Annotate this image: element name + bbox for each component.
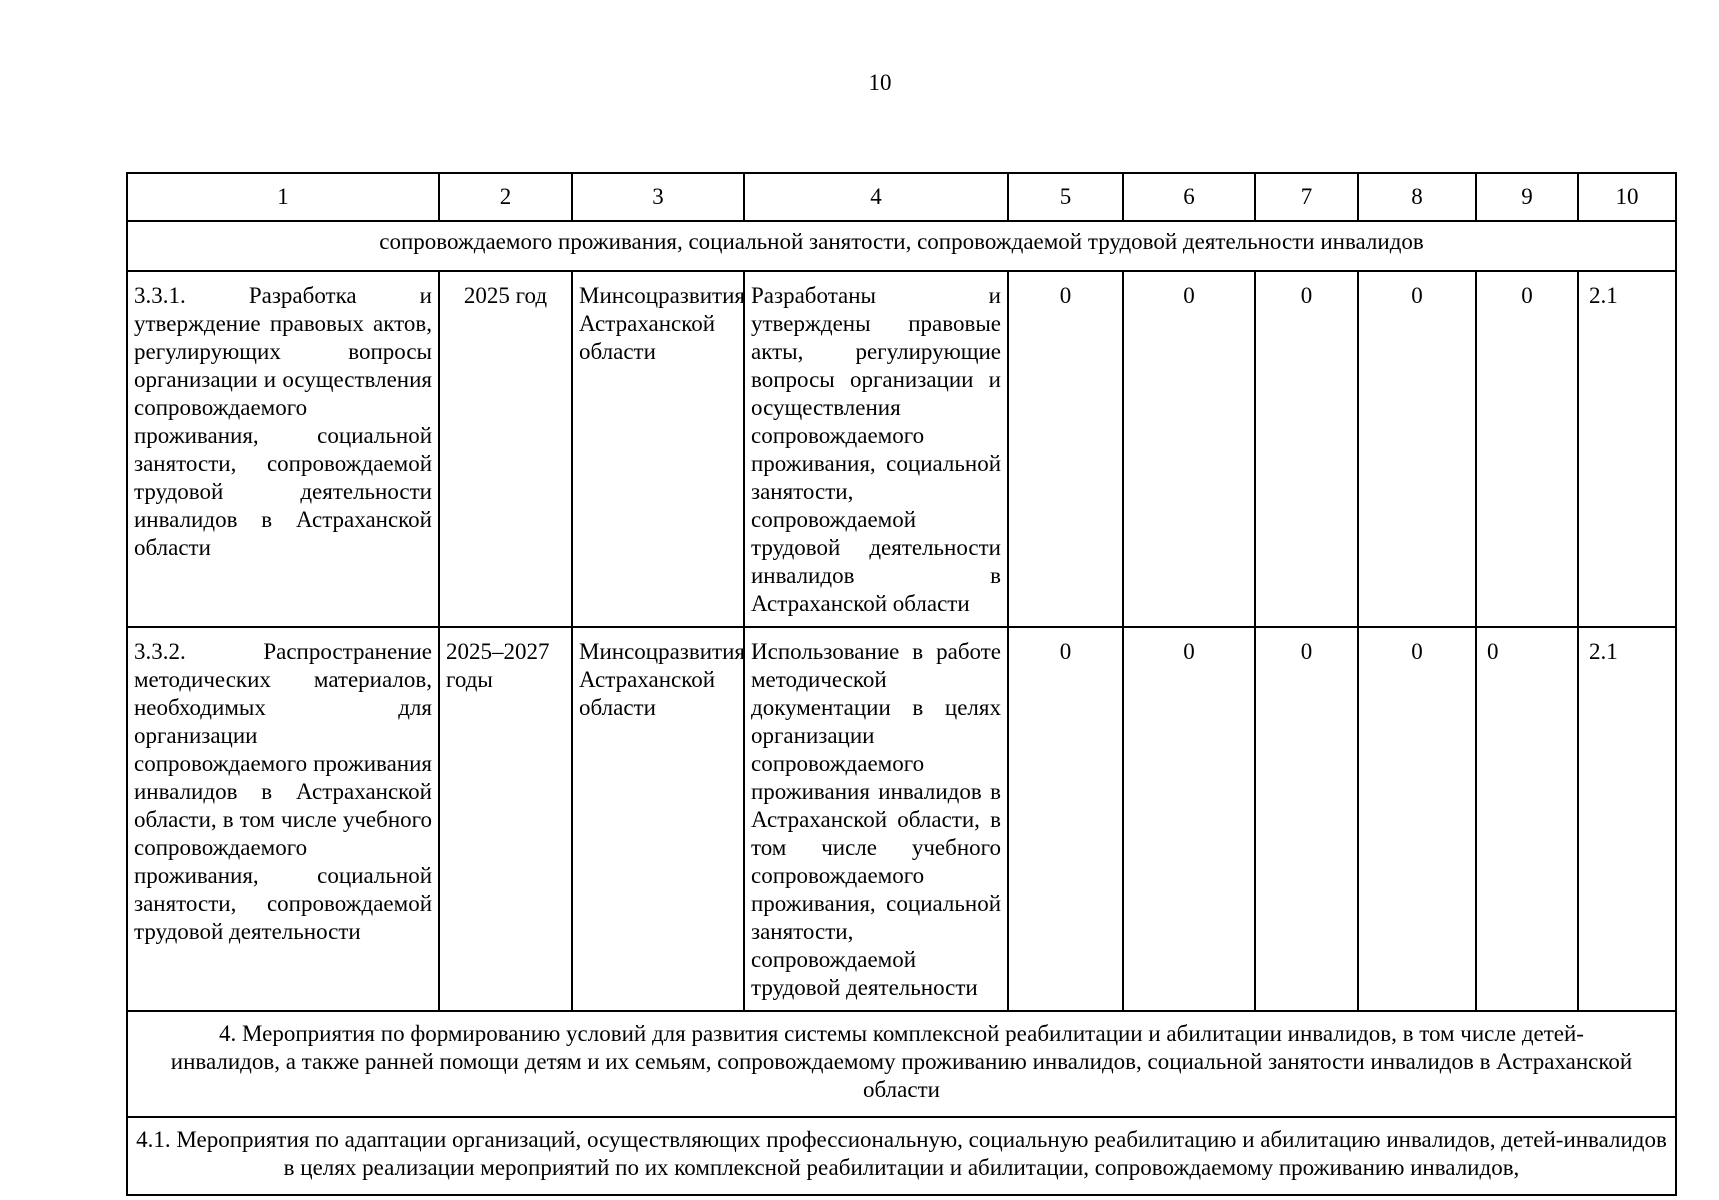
section-continuation-title: сопровождаемого проживания, социальной занятости, сопровождаемой трудовой деятельности инвалидов	[127, 221, 1676, 271]
column-number: 9	[1476, 173, 1578, 221]
section-4-1-title: 4.1. Мероприятия по адаптации организаций, осуществляющих профессиональную, социальную реабилитацию и абилитацию инвалидов, детей-инвалидов в целях реализации мероприятий по их комплексной реабилитации и абилитации, сопровождаемому проживанию инвалидов,	[127, 1117, 1676, 1195]
column-number: 5	[1008, 173, 1123, 221]
column-number: 1	[127, 173, 439, 221]
result-cell: Использование в работе методической документации в целях организации сопровождаемого проживания инвалидов в Астраханской области, в том числе учебного сопровождаемого проживания, социальной занятости, сопровождаемой трудовой деятельности	[744, 627, 1008, 1011]
section-4-title: 4. Мероприятия по формированию условий для развития системы комплексной реабилитации и абилитации инвалидов, в том числе детей-инвалидов, а также ранней помощи детям и их семьям, сопровождаемому проживанию инвалидов, социальной занятости инвалидов в Астраханской области	[127, 1011, 1676, 1117]
result-cell: Разработаны и утверждены правовые акты, регулирующие вопросы организации и осуществления сопровождаемого проживания, социальной занятости, сопровождаемой трудовой деятельности инвалидов в Астраханской области	[744, 271, 1008, 627]
section-4-row	[127, 1011, 1676, 1117]
column-number: 4	[744, 173, 1008, 221]
section-continuation-row	[127, 221, 1676, 271]
activity-cell: 3.3.2. Распространение методических материалов, необходимых для организации сопровождаемого проживания инвалидов в Астраханской области, в том числе учебного сопровождаемого проживания, социальной занятости, сопровождаемой трудовой деятельности	[127, 627, 439, 1011]
column-number: 6	[1123, 173, 1255, 221]
value-cell-9: 0	[1476, 627, 1578, 1011]
column-number: 10	[1578, 173, 1676, 221]
column-number: 7	[1255, 173, 1358, 221]
program-table	[126, 172, 1677, 1196]
value-cell-6: 0	[1123, 271, 1255, 627]
table-row	[127, 271, 1676, 627]
section-4-1-row	[127, 1117, 1676, 1195]
value-cell-5: 0	[1008, 271, 1123, 627]
column-number-row	[127, 173, 1676, 221]
column-number: 8	[1358, 173, 1476, 221]
value-cell-5: 0	[1008, 627, 1123, 1011]
period-cell: 2025 год	[439, 271, 572, 627]
value-cell-8: 0	[1358, 627, 1476, 1011]
page-number: 10	[868, 70, 892, 95]
period-cell: 2025–2027 годы	[439, 627, 572, 1011]
column-number: 2	[439, 173, 572, 221]
value-cell-7: 0	[1255, 271, 1358, 627]
executor-cell: Минсоцразвития Астраханской области	[572, 271, 744, 627]
value-cell-9: 0	[1476, 271, 1578, 627]
activity-cell: 3.3.1. Разработка и утверждение правовых актов, регулирующих вопросы организации и осуществления сопровождаемого проживания, социальной занятости, сопровождаемой трудовой деятельности инвалидов в Астраханской области	[127, 271, 439, 627]
value-cell-7: 0	[1255, 627, 1358, 1011]
value-cell-6: 0	[1123, 627, 1255, 1011]
value-cell-10: 2.1	[1578, 627, 1676, 1011]
value-cell-8: 0	[1358, 271, 1476, 627]
executor-cell: Минсоцразвития Астраханской области	[572, 627, 744, 1011]
value-cell-10: 2.1	[1578, 271, 1676, 627]
table-row	[127, 627, 1676, 1011]
column-number: 3	[572, 173, 744, 221]
